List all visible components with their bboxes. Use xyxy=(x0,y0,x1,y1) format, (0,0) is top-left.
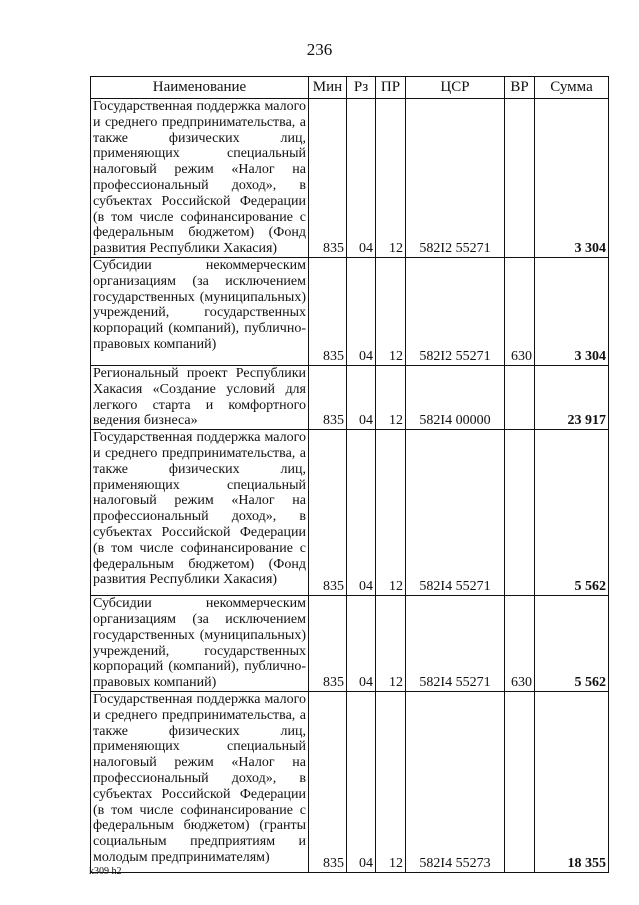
row-min: 835 xyxy=(309,430,347,596)
row-name: Субсидии некоммерческим организациям (за исключением государственных (муниципальных) учреждений, государственных корпораций (компаний), публично-правовых компаний) xyxy=(91,596,309,692)
row-pr: 12 xyxy=(376,257,406,365)
row-sum: 3 304 xyxy=(535,99,609,258)
row-min: 835 xyxy=(309,99,347,258)
row-pr: 12 xyxy=(376,596,406,692)
header-sum: Сумма xyxy=(535,77,609,99)
row-min: 835 xyxy=(309,365,347,429)
row-csr: 582I2 55271 xyxy=(406,99,505,258)
row-sum: 3 304 xyxy=(535,257,609,365)
table-row xyxy=(91,99,609,258)
row-vr xyxy=(505,691,535,872)
table-row xyxy=(91,365,609,429)
row-rz: 04 xyxy=(347,257,376,365)
row-sum: 18 355 xyxy=(535,691,609,872)
budget-table xyxy=(90,76,609,873)
row-min: 835 xyxy=(309,257,347,365)
row-rz: 04 xyxy=(347,596,376,692)
row-pr: 12 xyxy=(376,99,406,258)
row-csr: 582I4 55271 xyxy=(406,430,505,596)
table-row xyxy=(91,691,609,872)
row-csr: 582I4 00000 xyxy=(406,365,505,429)
row-pr: 12 xyxy=(376,365,406,429)
row-vr xyxy=(505,365,535,429)
row-name: Субсидии некоммерческим организациям (за исключением государственных (муниципальных) учреждений, государственных корпораций (компаний), публично-правовых компаний) xyxy=(91,257,309,365)
header-name: Наименование xyxy=(91,77,309,99)
row-sum: 5 562 xyxy=(535,430,609,596)
row-sum: 23 917 xyxy=(535,365,609,429)
row-csr: 582I4 55273 xyxy=(406,691,505,872)
header-pr: ПР xyxy=(376,77,406,99)
row-vr xyxy=(505,430,535,596)
row-rz: 04 xyxy=(347,99,376,258)
table-row xyxy=(91,596,609,692)
row-csr: 582I2 55271 xyxy=(406,257,505,365)
row-vr: 630 xyxy=(505,257,535,365)
row-pr: 12 xyxy=(376,691,406,872)
footer-code: k309 h2 xyxy=(89,866,122,877)
row-pr: 12 xyxy=(376,430,406,596)
table-header-row xyxy=(91,77,609,99)
row-rz: 04 xyxy=(347,365,376,429)
table-row xyxy=(91,257,609,365)
row-name: Государственная поддержка малого и среднего предпринимательства, а также физических лиц, применяющих специальный налоговый режим «Налог на профессиональный доход», в субъектах Российской Федерации (в том числе софинансирование с федеральным бюджетом) (Фонд развития Республики Хакасия) xyxy=(91,430,309,596)
header-min: Мин xyxy=(309,77,347,99)
row-vr xyxy=(505,99,535,258)
row-rz: 04 xyxy=(347,691,376,872)
row-name: Государственная поддержка малого и среднего предпринимательства, а также физических лиц, применяющих специальный налоговый режим «Налог на профессиональный доход», в субъектах Российской Федерации (в том числе софинансирование с федеральным бюджетом) (гранты социальным предприятиям и молодым предпринимателям) xyxy=(91,691,309,872)
table-row xyxy=(91,430,609,596)
row-sum: 5 562 xyxy=(535,596,609,692)
row-min: 835 xyxy=(309,596,347,692)
row-vr: 630 xyxy=(505,596,535,692)
row-rz: 04 xyxy=(347,430,376,596)
header-vr: ВР xyxy=(505,77,535,99)
row-csr: 582I4 55271 xyxy=(406,596,505,692)
row-min: 835 xyxy=(309,691,347,872)
page-number: 236 xyxy=(306,40,333,59)
row-name: Государственная поддержка малого и среднего предпринимательства, а также физических лиц, применяющих специальный налоговый режим «Налог на профессиональный доход», в субъектах Российской Федерации (в том числе софинансирование с федеральным бюджетом) (Фонд развития Республики Хакасия) xyxy=(91,99,309,258)
header-csr: ЦСР xyxy=(406,77,505,99)
row-name: Региональный проект Республики Хакасия «Создание условий для легкого старта и комфортного ведения бизнеса» xyxy=(91,365,309,429)
header-rz: Рз xyxy=(347,77,376,99)
